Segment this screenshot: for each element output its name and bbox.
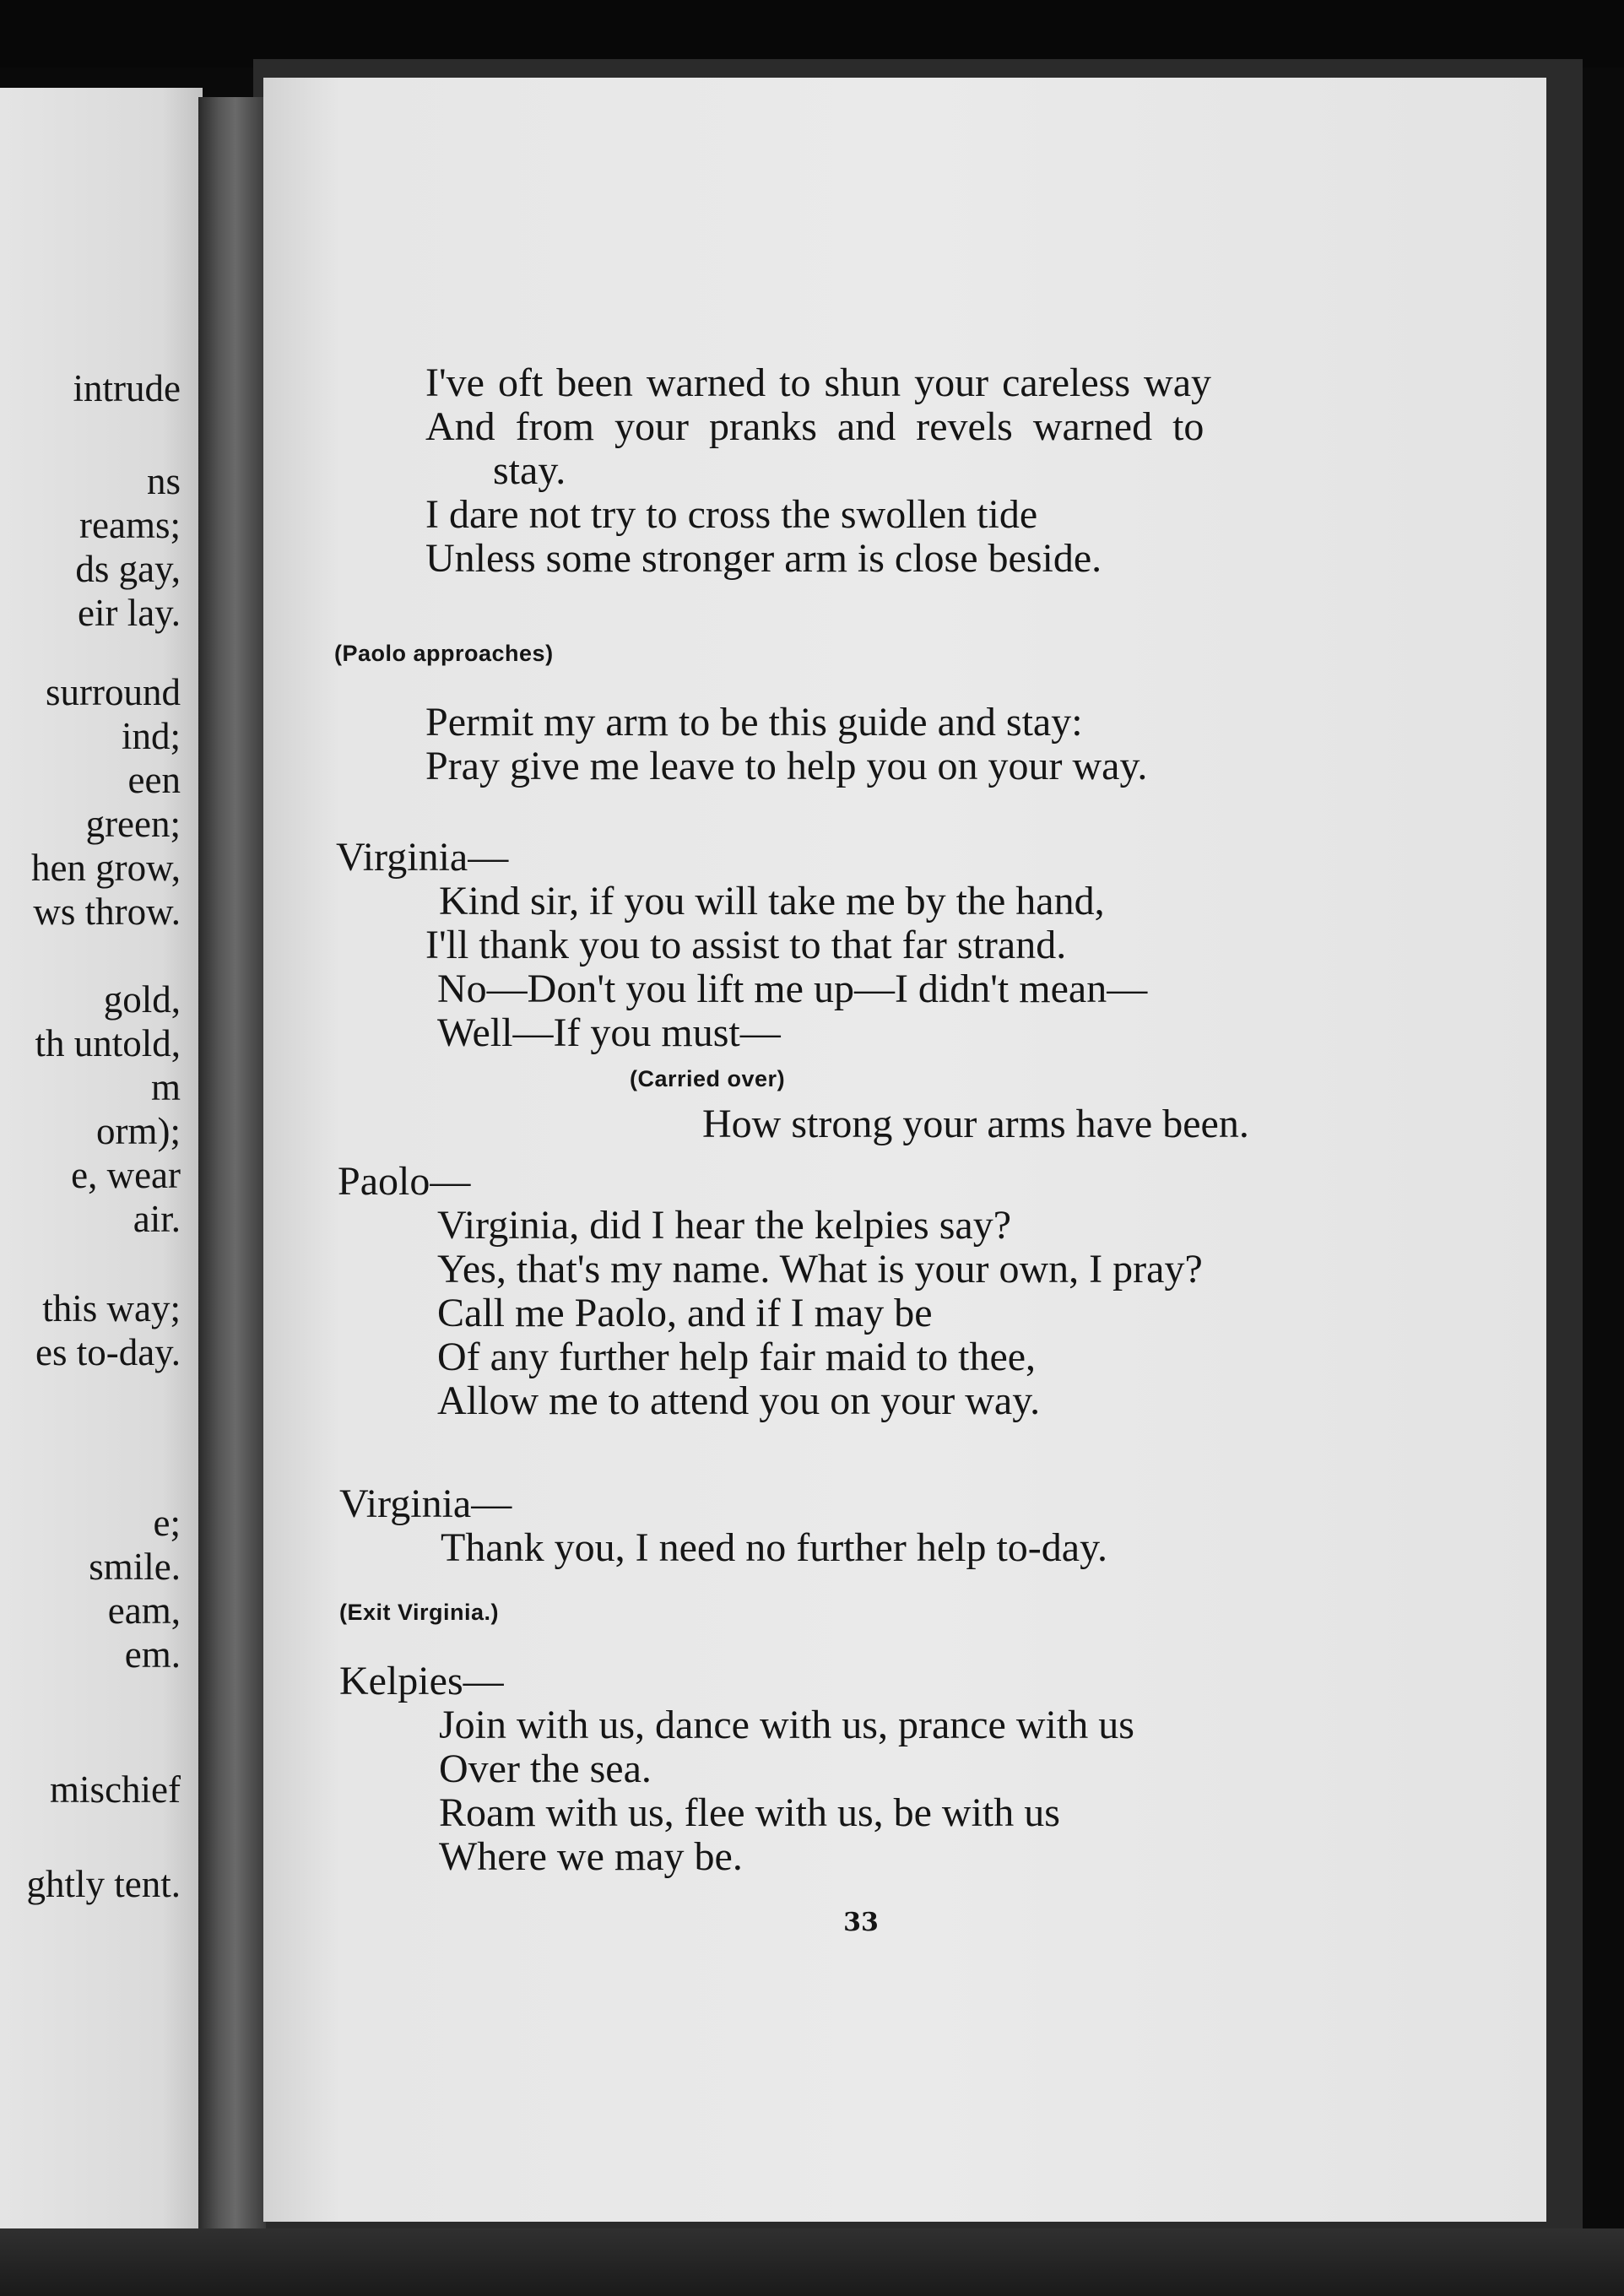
verse-line: Where we may be. <box>439 1834 743 1879</box>
left-line: air. <box>133 1198 181 1240</box>
verse-line: I've oft been warned to shun your careless way <box>425 360 1211 405</box>
right-page <box>263 78 1546 2222</box>
verse-line: And from your pranks and revels warned to <box>425 404 1204 449</box>
left-line: ds gay, <box>75 548 181 590</box>
verse-line: Yes, that's my name. What is your own, I pray? <box>437 1247 1203 1292</box>
left-line: reams; <box>79 504 181 546</box>
left-line: eir lay. <box>77 592 181 634</box>
scan-border-top <box>0 0 1624 68</box>
page-number: 33 <box>843 1908 879 1937</box>
left-line: m <box>150 1066 181 1108</box>
left-line: ws throw. <box>33 891 181 933</box>
speaker-name: Paolo— <box>338 1159 471 1204</box>
left-line: een <box>127 759 181 801</box>
verse-line: Permit my arm to be this guide and stay: <box>425 700 1083 745</box>
verse-line: No—Don't you lift me up—I didn't mean— <box>437 967 1148 1011</box>
verse-line: Of any further help fair maid to thee, <box>437 1335 1037 1379</box>
left-line: em. <box>124 1633 181 1676</box>
verse-line: stay. <box>493 448 566 493</box>
verse-line: How strong your arms have been. <box>702 1102 1249 1146</box>
scan-border-bottom <box>0 2228 1624 2296</box>
left-line: orm); <box>96 1110 181 1152</box>
verse-line: Over the sea. <box>439 1746 652 1791</box>
left-line: th untold, <box>35 1022 181 1064</box>
verse-line: Call me Paolo, and if I may be <box>437 1291 933 1335</box>
stage-direction: (Exit Virginia.) <box>339 1600 500 1625</box>
verse-line: Allow me to attend you on your way. <box>437 1378 1041 1423</box>
left-line: intrude <box>73 367 181 409</box>
verse-line: Thank you, I need no further help to-day. <box>441 1525 1107 1570</box>
speaker-name: Kelpies— <box>339 1659 504 1703</box>
verse-line: Roam with us, flee with us, be with us <box>439 1790 1060 1835</box>
left-line: eam, <box>107 1589 181 1632</box>
left-line: mischief <box>50 1768 181 1811</box>
left-line: e, wear <box>71 1154 181 1196</box>
left-line: gold, <box>103 978 181 1021</box>
left-line: surround <box>46 671 181 713</box>
stage-direction: (Carried over) <box>630 1066 786 1091</box>
left-line: es to-day. <box>35 1331 181 1373</box>
left-facing-page <box>0 88 203 2240</box>
left-line: green; <box>85 803 181 845</box>
stage-direction: (Paolo approaches) <box>334 641 554 666</box>
left-line: e; <box>153 1502 181 1544</box>
verse-line: I dare not try to cross the swollen tide <box>425 492 1038 537</box>
speaker-name: Virginia— <box>339 1481 512 1526</box>
verse-line: I'll thank you to assist to that far strand. <box>425 923 1067 967</box>
left-line: smile. <box>89 1546 181 1588</box>
speaker-name: Virginia— <box>336 835 509 880</box>
verse-line: Virginia, did I hear the kelpies say? <box>437 1203 1012 1248</box>
verse-line: Pray give me leave to help you on your way. <box>425 744 1148 788</box>
left-line: ind; <box>121 715 181 757</box>
verse-line: Well—If you must— <box>437 1010 781 1055</box>
verse-line: Unless some stronger arm is close beside. <box>425 536 1102 581</box>
verse-line: Kind sir, if you will take me by the hand, <box>439 879 1105 923</box>
left-line: this way; <box>42 1287 181 1329</box>
left-line: ns <box>146 460 181 502</box>
left-line: hen grow, <box>30 847 181 889</box>
left-line: ghtly tent. <box>26 1863 181 1905</box>
verse-line: Join with us, dance with us, prance with us <box>439 1703 1134 1747</box>
book-gutter <box>198 97 266 2233</box>
